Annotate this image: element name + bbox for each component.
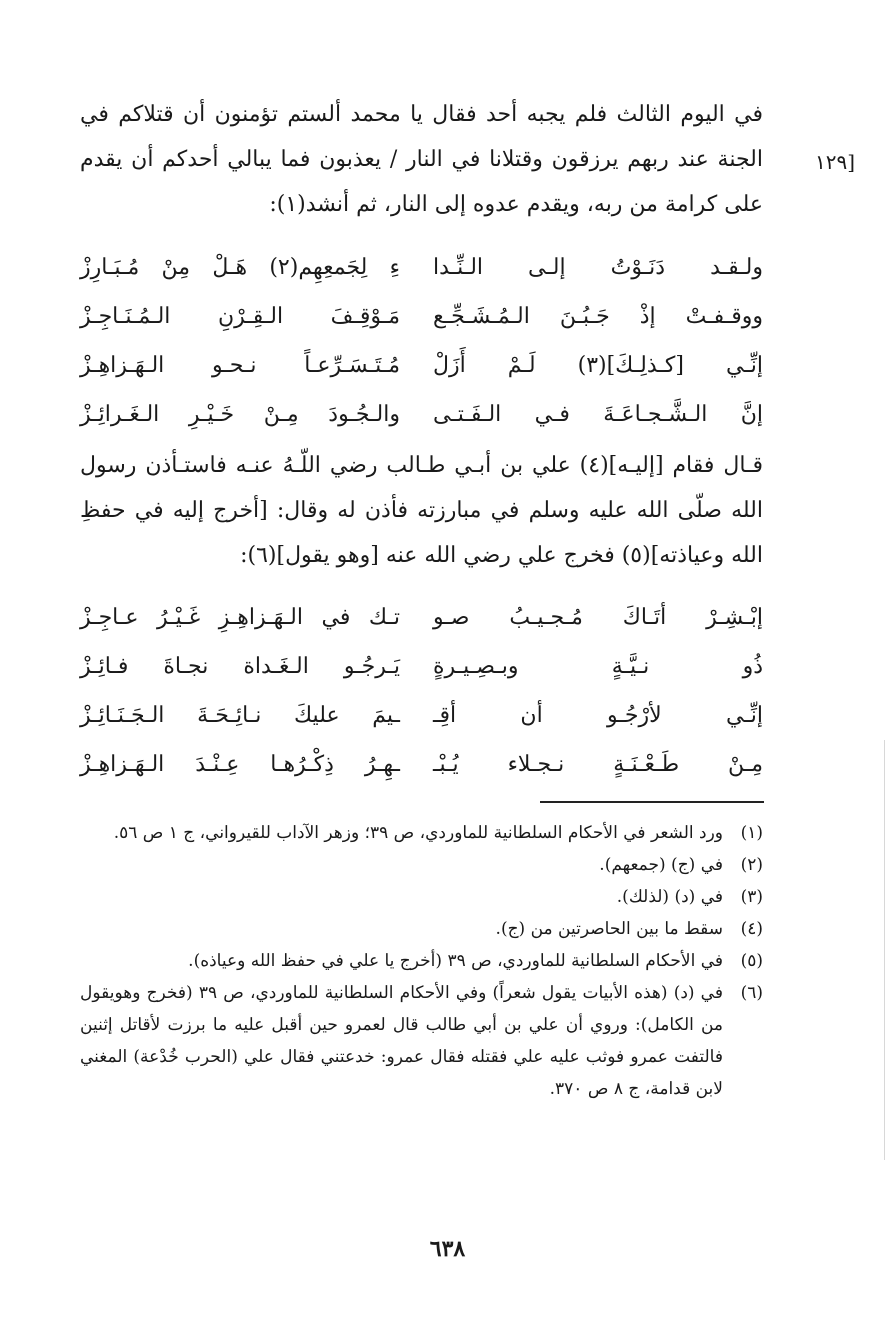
paragraph-narration: قـال فقام [إليـه](٤) علي بن أبـي طـالب رضي اللّـهُ عنـه فاستـأذن رسول الله صلّى الله عليه وسلم في مبارزته فأذن له وقال: [أخرج إليه في حفظِ الله وعياذته](٥) فخرج علي رضي الله عنه [وهو يقول](٦): [80,453,763,568]
paragraph-intro: في اليوم الثالث فلم يجبه أحد فقال يا محمد ألستم تؤمنون أن قتلاكم في الجنة عند ربهم يرزقون وقتلانا في النار / يعذبون فما يبالي أحدكم أن يقدم على كرامة من ربه، ويقدم عدوه إلى النار، ثم أنشد(١): [80,102,764,217]
verse-line [80,642,763,691]
verse-second-hemistich: يَـرجُـو الـغَـداة نجـاةَ فـائِـزْ [80,654,400,679]
footnote-text: في الأحكام السلطانية للماوردي، ص ٣٩ (أخرج يا علي في حفظ الله وعياذه). [188,951,723,971]
verse-second-hemistich: مُـتَـسَـرِّعـاً نـحـو الـهَـزاهِـزْ [80,353,400,378]
footnote-number: (٣) [740,887,763,907]
verse-first-hemistich: ذُو نـيَّـةٍ وبـصِـيـرةٍ [433,654,763,679]
verse-line [80,292,763,341]
verse-first-hemistich: إبْـشِـرْ أتَـاكَ مُـجـيـبُ صـو [433,605,763,630]
page-number: ٦٣٨ [429,1236,466,1262]
footnote-number: (٦) [740,983,763,1003]
verse-line [80,740,763,789]
verse-line [80,593,763,642]
footnote-number: (٤) [740,919,763,939]
footnote [80,849,763,881]
verse-first-hemistich: إنِّـي [كـذلِـكَ](٣) لَـمْ أَزَلْ [433,353,763,378]
verse-first-hemistich: إنِّـي لأرْجُـو أن أقِـ [433,703,763,728]
footnote-separator [540,801,764,803]
footnote-text: سقط ما بين الحاصرتين من (ج). [495,919,723,939]
verse-line [80,243,763,292]
verse-second-hemistich: تـك في الـهَـزاهِـزِ غَـيْـرُ عـاجِـزْ [80,605,400,630]
verse-first-hemistich: مِـنْ طَـعْـنَـةٍ نـجـلاء يُـبْـ [433,752,763,777]
footnote [80,913,763,945]
footnote-number: (١) [740,823,763,843]
verse-second-hemistich: مَـوْقِـفَ الـقِـرْنِ الـمُـنَـاجِـزْ [80,304,400,329]
page-reference-marker: [١٢٩ [815,150,856,174]
verse-first-hemistich: إنَّ الـشَّـجـاعَـةَ فـي الـفَـتـى [433,402,763,427]
verse-first-hemistich: ولـقـد دَنَـوْتُ إلـى الـنِّـدا [433,255,763,280]
footnote [80,881,763,913]
verse-second-hemistich: ءِ لِجَمعِهِم(٢) هَـلْ مِنْ مُـبَـارِزْ [80,255,400,280]
footnote-text: في (ج) (جمعهم). [599,855,723,875]
verse-line [80,390,763,439]
footnote-text: في (د) (هذه الأبيات يقول شعراً) وفي الأحكام السلطانية للماوردي، ص ٣٩ (فخرج وهويقول من الكامل): وروي أن علي بن أبي طالب قال لعمرو حين أقبل عليه ما برزت لأقاتل إثنين فالتفت عمرو فوثب عليه علي فقتله فقال عمرو: خدعتني فقال علي (الحرب خُدْعة) المغني لابن قدامة، ج ٨ ص ٣٧٠. [80,983,723,1099]
verse-second-hemistich: ـهِـرُ ذِكْـرُهـا عِـنْـدَ الـهَـزاهِـزْ [80,752,400,777]
verse-line [80,691,763,740]
footnote [80,977,763,1105]
footnote-text: ورد الشعر في الأحكام السلطانية للماوردي، ص ٣٩؛ وزهر الآداب للقيرواني، ج ١ ص ٥٦. [113,823,723,843]
poem-second [80,593,763,789]
verse-line [80,341,763,390]
footnote [80,817,763,849]
footnote-number: (٥) [740,951,763,971]
verse-first-hemistich: ووقـفـتْ إذْ جَـبُـنَ الـمُـشَـجِّـع [433,304,763,329]
footnote [80,945,763,977]
footnotes [80,817,763,1105]
verse-second-hemistich: ـيمَ عليكَ نـائِـحَـةَ الـجَـنَـائِـزْ [80,703,400,728]
verse-second-hemistich: والـجُـودَ مِـنْ خَـيْـرِ الـغَـرائِـزْ [80,402,400,427]
poem-first [80,243,763,439]
scan-edge-line [884,740,885,1160]
footnote-text: في (د) (لذلك). [616,887,723,907]
footnote-number: (٢) [740,855,763,875]
